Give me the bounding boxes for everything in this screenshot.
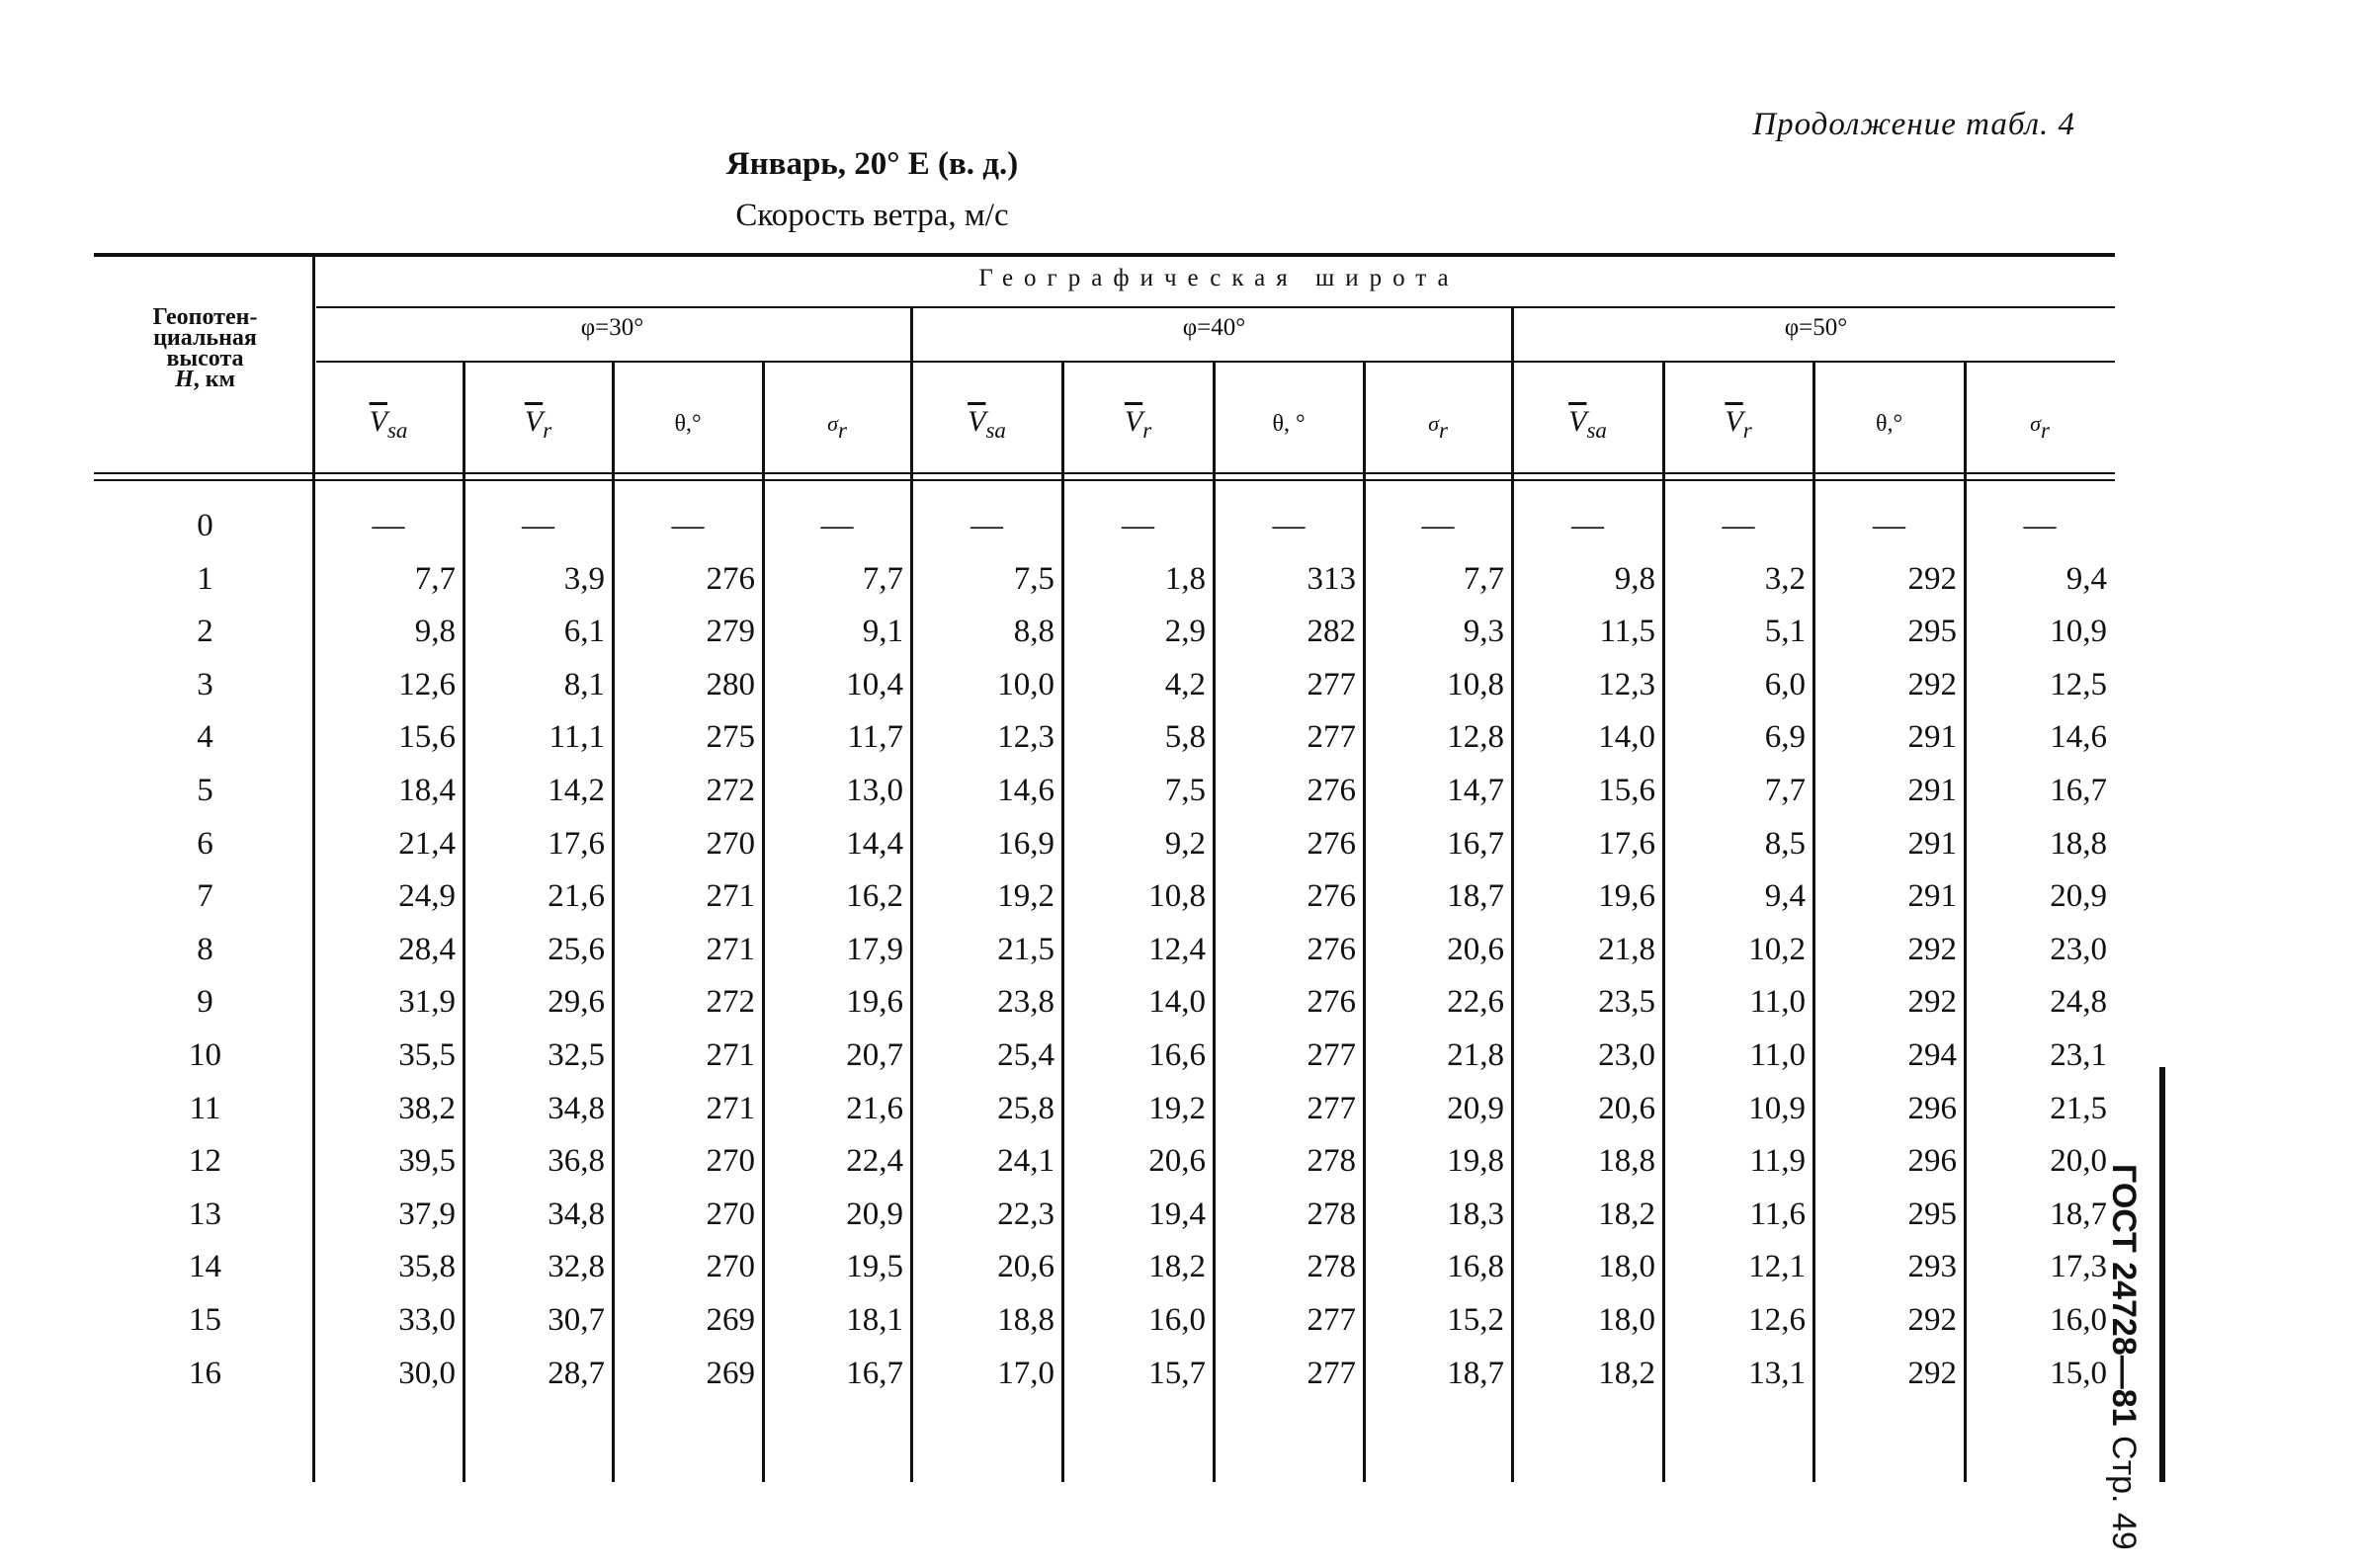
table-cell: 20,9 bbox=[846, 1196, 903, 1232]
table-cell: 278 bbox=[1306, 1249, 1356, 1285]
table-cell: 8,1 bbox=[563, 666, 605, 702]
table-cell: 14,4 bbox=[846, 825, 903, 862]
column-header bbox=[911, 405, 1062, 444]
table-cell: 35,8 bbox=[398, 1249, 456, 1285]
table-cell: 19,2 bbox=[997, 878, 1054, 915]
table-cell: 25,4 bbox=[997, 1037, 1054, 1073]
table-cell: 24,1 bbox=[997, 1143, 1054, 1180]
row-header-line2: циальная bbox=[153, 325, 257, 351]
column-header-symbol: θ, ° bbox=[1272, 411, 1306, 437]
column-header-subscript: sa bbox=[386, 418, 408, 443]
table-cell: 18,3 bbox=[1447, 1196, 1504, 1232]
height-label: 16 bbox=[189, 1355, 221, 1391]
table-cell: 11,6 bbox=[1749, 1196, 1806, 1232]
row-header-line1: Геопотен- bbox=[152, 304, 258, 330]
column-header bbox=[1965, 405, 2115, 444]
table-cell: 18,2 bbox=[1598, 1355, 1655, 1391]
table-cell: 270 bbox=[706, 1196, 755, 1232]
table-cell: 21,6 bbox=[548, 878, 605, 915]
table-cell: 20,6 bbox=[1447, 931, 1504, 967]
table-cell: 313 bbox=[1306, 560, 1356, 597]
latitude-group-label: φ=30° bbox=[580, 314, 644, 341]
table-cell: 18,7 bbox=[2050, 1196, 2107, 1232]
table-cell: 21,8 bbox=[1598, 931, 1655, 967]
column-header-subscript: r bbox=[837, 418, 847, 443]
table-cell: 293 bbox=[1907, 1249, 1957, 1285]
table-cell: 7,7 bbox=[1764, 773, 1806, 808]
column-header-symbol: $\overline{V}$ bbox=[1124, 405, 1143, 438]
table-cell: 21,6 bbox=[846, 1090, 903, 1126]
height-label: 9 bbox=[197, 984, 213, 1021]
column-header-subscript: sa bbox=[1586, 418, 1607, 443]
table-cell: 16,7 bbox=[2050, 773, 2107, 808]
table-cell: 11,7 bbox=[847, 719, 903, 756]
table-cell: 11,0 bbox=[1749, 1037, 1806, 1073]
column-header-symbol: $\overline{V}$ bbox=[968, 405, 986, 438]
table-cell: 22,6 bbox=[1447, 984, 1504, 1021]
table-cell: 16,7 bbox=[846, 1355, 903, 1391]
table-cell: 19,8 bbox=[1447, 1143, 1504, 1180]
table-cell: 38,2 bbox=[398, 1090, 456, 1126]
table-cell: — bbox=[820, 508, 854, 543]
table-cell: 276 bbox=[1306, 825, 1356, 862]
column-header-symbol: σ bbox=[1428, 411, 1439, 436]
column-divider bbox=[1812, 363, 1815, 1482]
table-cell: 11,5 bbox=[1599, 614, 1655, 650]
table-cell: 12,4 bbox=[1148, 931, 1206, 967]
table-cell: 5,1 bbox=[1764, 614, 1806, 650]
table-cell: 22,3 bbox=[997, 1196, 1054, 1232]
row-header-line4 bbox=[94, 367, 316, 392]
table-cell: — bbox=[522, 508, 554, 543]
table-cell: 10,9 bbox=[2050, 614, 2107, 650]
table-cell: 18,2 bbox=[1598, 1196, 1655, 1232]
column-header bbox=[763, 405, 911, 444]
height-label: 8 bbox=[197, 931, 213, 967]
table-cell: 12,6 bbox=[1748, 1302, 1806, 1338]
height-label: 5 bbox=[197, 773, 213, 808]
table-cell: 36,8 bbox=[548, 1143, 605, 1180]
table-cell: 4,2 bbox=[1164, 666, 1206, 702]
column-header bbox=[1512, 405, 1663, 444]
table-cell: 14,6 bbox=[2050, 719, 2107, 756]
stamp-bar bbox=[2159, 1067, 2165, 1482]
height-label: 1 bbox=[197, 560, 213, 597]
table-cell: 295 bbox=[1907, 614, 1957, 650]
column-header-symbol: $\overline{V}$ bbox=[369, 405, 387, 438]
table-cell: 277 bbox=[1306, 1090, 1356, 1126]
table-cell: 29,6 bbox=[548, 984, 605, 1021]
table-cell: 14,0 bbox=[1598, 719, 1655, 756]
table-cell: 8,5 bbox=[1764, 825, 1806, 862]
table-cell: — bbox=[1421, 508, 1455, 543]
table-cell: 292 bbox=[1907, 1302, 1957, 1338]
table-cell: — bbox=[970, 508, 1003, 543]
table-cell: 21,5 bbox=[2050, 1090, 2107, 1126]
table-cell: 272 bbox=[706, 984, 755, 1021]
table-cell: 295 bbox=[1907, 1196, 1957, 1232]
table-cell: 5,8 bbox=[1164, 719, 1206, 756]
height-label: 15 bbox=[189, 1302, 221, 1338]
table-cell: 296 bbox=[1907, 1090, 1957, 1126]
table-cell: 7,7 bbox=[1463, 560, 1504, 597]
table-cell: 12,6 bbox=[398, 666, 456, 702]
table-cell: 19,5 bbox=[846, 1249, 903, 1285]
table-cell: 7,5 bbox=[1164, 773, 1206, 808]
table-cell: 10,0 bbox=[997, 666, 1054, 702]
side-stamp bbox=[2097, 1164, 2143, 1550]
column-divider bbox=[1363, 363, 1366, 1482]
table-cell: 3,9 bbox=[563, 560, 605, 597]
table-cell: 16,7 bbox=[1447, 825, 1504, 862]
column-header bbox=[313, 405, 464, 444]
table-cell: 275 bbox=[706, 719, 755, 756]
table-cell: 271 bbox=[706, 931, 755, 967]
table-cell: 277 bbox=[1306, 666, 1356, 702]
table-cell: 270 bbox=[706, 1249, 755, 1285]
table-cell: 12,3 bbox=[997, 719, 1054, 756]
table-cell: 7,7 bbox=[414, 560, 456, 597]
table-title: Январь, 20° Е (в. д.) bbox=[725, 146, 1019, 182]
table-cell: 23,1 bbox=[2050, 1037, 2107, 1073]
height-unit: , км bbox=[193, 367, 235, 392]
table-cell: 17,6 bbox=[548, 825, 605, 862]
table-cell: 16,8 bbox=[1447, 1249, 1504, 1285]
table-cell: 282 bbox=[1306, 614, 1356, 650]
column-header-symbol: $\overline{V}$ bbox=[1725, 405, 1743, 438]
table-cell: 10,8 bbox=[1148, 878, 1206, 915]
height-label: 14 bbox=[189, 1249, 221, 1285]
table-cell: 12,1 bbox=[1748, 1249, 1806, 1285]
table-cell: 18,8 bbox=[1598, 1143, 1655, 1180]
page-number: Стр. 49 bbox=[2105, 1436, 2143, 1550]
table-cell: 11,9 bbox=[1749, 1143, 1806, 1180]
table-cell: 18,2 bbox=[1148, 1249, 1206, 1285]
column-divider bbox=[1061, 363, 1064, 1482]
table-cell: 20,0 bbox=[2050, 1143, 2107, 1180]
table-cell: 9,8 bbox=[414, 614, 456, 650]
table-cell: 23,0 bbox=[2050, 931, 2107, 967]
table-cell: 11,1 bbox=[548, 719, 605, 756]
table-cell: 278 bbox=[1306, 1196, 1356, 1232]
table-cell: 16,0 bbox=[1148, 1302, 1206, 1338]
column-header bbox=[613, 405, 763, 439]
table-cell: 19,6 bbox=[846, 984, 903, 1021]
table-cell: 269 bbox=[706, 1302, 755, 1338]
column-divider bbox=[463, 363, 465, 1482]
column-header-symbol: σ bbox=[2030, 411, 2041, 436]
table-cell: 18,7 bbox=[1447, 1355, 1504, 1391]
table-cell: 16,2 bbox=[846, 878, 903, 915]
table-cell: 17,3 bbox=[2050, 1249, 2107, 1285]
table-cell: 277 bbox=[1306, 1355, 1356, 1391]
table-cell: 24,8 bbox=[2050, 984, 2107, 1021]
table-cell: 291 bbox=[1907, 773, 1957, 808]
table-cell: 33,0 bbox=[398, 1302, 456, 1338]
column-header bbox=[1364, 405, 1512, 444]
table-cell: 18,0 bbox=[1598, 1249, 1655, 1285]
table-cell: 271 bbox=[706, 878, 755, 915]
table-cell: 17,6 bbox=[1598, 825, 1655, 862]
column-header-subscript: sa bbox=[985, 418, 1006, 443]
table-cell: 291 bbox=[1907, 825, 1957, 862]
column-header-symbol: σ bbox=[827, 411, 838, 436]
table-cell: 296 bbox=[1907, 1143, 1957, 1180]
table-cell: 18,8 bbox=[997, 1302, 1054, 1338]
table-cell: 18,7 bbox=[1447, 878, 1504, 915]
table-subtitle: Скорость ветра, м/с bbox=[735, 198, 1009, 233]
table-cell: — bbox=[1873, 508, 1905, 543]
table-cell: 277 bbox=[1306, 1037, 1356, 1073]
height-label: 6 bbox=[197, 825, 213, 862]
table-cell: 10,8 bbox=[1447, 666, 1504, 702]
table-cell: 15,6 bbox=[398, 719, 456, 756]
table-cell: 16,9 bbox=[997, 825, 1054, 862]
table-cell: 15,6 bbox=[1598, 773, 1655, 808]
table-cell: 291 bbox=[1907, 719, 1957, 756]
row-header-line3: высота bbox=[166, 346, 244, 371]
table-cell: 19,6 bbox=[1598, 878, 1655, 915]
table-cell: 291 bbox=[1907, 878, 1957, 915]
table-cell: — bbox=[671, 508, 705, 543]
table-cell: 35,5 bbox=[398, 1037, 456, 1073]
table-cell: 292 bbox=[1907, 1355, 1957, 1391]
table-cell: 276 bbox=[1306, 984, 1356, 1021]
table-cell: 14,6 bbox=[997, 773, 1054, 808]
table-cell: 17,9 bbox=[846, 931, 903, 967]
table-cell: 276 bbox=[706, 560, 755, 597]
table-cell: 18,0 bbox=[1598, 1302, 1655, 1338]
table-cell: 30,0 bbox=[398, 1355, 456, 1391]
table-cell: 10,9 bbox=[1748, 1090, 1806, 1126]
table-cell: 19,4 bbox=[1148, 1196, 1206, 1232]
table-cell: — bbox=[372, 508, 405, 543]
table-cell: 24,9 bbox=[398, 878, 456, 915]
table-cell: 19,2 bbox=[1148, 1090, 1206, 1126]
table-cell: 13,1 bbox=[1748, 1355, 1806, 1391]
table-cell: 292 bbox=[1907, 560, 1957, 597]
table-cell: — bbox=[2023, 508, 2057, 543]
table-cell: 9,4 bbox=[1764, 878, 1806, 915]
table-cell: 269 bbox=[706, 1355, 755, 1391]
table-cell: 7,7 bbox=[862, 560, 903, 597]
table-cell: 30,7 bbox=[548, 1302, 605, 1338]
table-cell: 271 bbox=[706, 1090, 755, 1126]
table-cell: 16,6 bbox=[1148, 1037, 1206, 1073]
table-cell: 37,9 bbox=[398, 1196, 456, 1232]
table-cell: 18,1 bbox=[846, 1302, 903, 1338]
table-cell: — bbox=[1122, 508, 1154, 543]
table-cell: 20,6 bbox=[1598, 1090, 1655, 1126]
table-cell: 18,4 bbox=[398, 773, 456, 808]
table-cell: 28,7 bbox=[548, 1355, 605, 1391]
height-variable: H bbox=[175, 367, 194, 392]
table-cell: 6,9 bbox=[1764, 719, 1806, 756]
table-cell: 34,8 bbox=[548, 1090, 605, 1126]
table-cell: 277 bbox=[1306, 1302, 1356, 1338]
column-header bbox=[1062, 405, 1214, 444]
table-cell: 20,6 bbox=[1148, 1143, 1206, 1180]
table-cell: 18,8 bbox=[2050, 825, 2107, 862]
latitude-group-label: φ=50° bbox=[1784, 314, 1848, 341]
table-cell: — bbox=[1272, 508, 1306, 543]
column-divider bbox=[1964, 363, 1967, 1482]
height-label: 4 bbox=[197, 719, 213, 756]
column-header-subscript: r bbox=[1742, 418, 1752, 443]
table-cell: 15,7 bbox=[1148, 1355, 1206, 1391]
height-label: 10 bbox=[189, 1037, 221, 1073]
table-cell: 292 bbox=[1907, 984, 1957, 1021]
table-cell: 34,8 bbox=[548, 1196, 605, 1232]
table-cell: 21,5 bbox=[997, 931, 1054, 967]
table-cell: — bbox=[1722, 508, 1755, 543]
column-header-symbol: θ,° bbox=[674, 411, 702, 437]
height-label: 3 bbox=[197, 666, 213, 702]
table-cell: 276 bbox=[1306, 931, 1356, 967]
column-header-subscript: r bbox=[1142, 418, 1152, 443]
table-cell: 278 bbox=[1306, 1143, 1356, 1180]
table-cell: 9,3 bbox=[1463, 614, 1504, 650]
height-label: 12 bbox=[189, 1143, 221, 1180]
table-cell: 32,5 bbox=[548, 1037, 605, 1073]
column-header-subscript: r bbox=[543, 418, 552, 443]
table-cell: 9,2 bbox=[1164, 825, 1206, 862]
table-cell: 32,8 bbox=[548, 1249, 605, 1285]
table-cell: 15,2 bbox=[1447, 1302, 1504, 1338]
column-divider bbox=[1213, 363, 1216, 1482]
table-cell: 12,3 bbox=[1598, 666, 1655, 702]
table-cell: 14,2 bbox=[548, 773, 605, 808]
column-header bbox=[1663, 405, 1813, 444]
column-header-symbol: $\overline{V}$ bbox=[524, 405, 544, 438]
table-cell: 15,0 bbox=[2050, 1355, 2107, 1391]
column-divider bbox=[910, 306, 913, 1482]
column-header bbox=[464, 405, 613, 444]
table-cell: 3,2 bbox=[1764, 560, 1806, 597]
top-rule bbox=[94, 253, 2115, 257]
table-cell: 23,8 bbox=[997, 984, 1054, 1021]
column-header bbox=[1813, 405, 1965, 439]
latitude-label: Географическая широта bbox=[978, 265, 1460, 291]
table-cell: 10,4 bbox=[846, 666, 903, 702]
table-cell: 294 bbox=[1907, 1037, 1957, 1073]
table-cell: 292 bbox=[1907, 931, 1957, 967]
column-header-symbol: $\overline{V}$ bbox=[1568, 405, 1587, 438]
table-cell: 6,1 bbox=[563, 614, 605, 650]
table-cell: 271 bbox=[706, 1037, 755, 1073]
table-cell: 292 bbox=[1907, 666, 1957, 702]
table-cell: — bbox=[1571, 508, 1604, 543]
table-cell: 14,0 bbox=[1148, 984, 1206, 1021]
table-cell: 22,4 bbox=[846, 1143, 903, 1180]
column-divider bbox=[762, 363, 765, 1482]
table-cell: 25,8 bbox=[997, 1090, 1054, 1126]
table-cell: 23,5 bbox=[1598, 984, 1655, 1021]
table-cell: 279 bbox=[706, 614, 755, 650]
table-cell: 20,7 bbox=[846, 1037, 903, 1073]
table-cell: 276 bbox=[1306, 878, 1356, 915]
latitude-group-label: φ=40° bbox=[1182, 314, 1246, 341]
group-rule bbox=[316, 361, 2115, 363]
table-cell: 270 bbox=[706, 825, 755, 862]
table-cell: 272 bbox=[706, 773, 755, 808]
table-cell: 20,9 bbox=[2050, 878, 2107, 915]
table-cell: 16,0 bbox=[2050, 1302, 2107, 1338]
table-cell: 11,0 bbox=[1749, 984, 1806, 1021]
table-cell: 17,0 bbox=[997, 1355, 1054, 1391]
table-cell: 2,9 bbox=[1164, 614, 1206, 650]
table-cell: 20,6 bbox=[997, 1249, 1054, 1285]
row-header bbox=[94, 304, 316, 392]
table-cell: 8,8 bbox=[1013, 614, 1054, 650]
height-label: 7 bbox=[197, 878, 213, 915]
table-cell: 10,2 bbox=[1748, 931, 1806, 967]
table-cell: 14,7 bbox=[1447, 773, 1504, 808]
height-label: 13 bbox=[189, 1196, 221, 1232]
table-cell: 28,4 bbox=[398, 931, 456, 967]
table-cell: 280 bbox=[706, 666, 755, 702]
table-cell: 31,9 bbox=[398, 984, 456, 1021]
table-cell: 6,0 bbox=[1764, 666, 1806, 702]
table-cell: 12,5 bbox=[2050, 666, 2107, 702]
continuation-note: Продолжение табл. 4 bbox=[1752, 107, 2075, 142]
column-header-subscript: r bbox=[2040, 418, 2050, 443]
table-cell: 21,4 bbox=[398, 825, 456, 862]
column-divider bbox=[1511, 306, 1514, 1482]
table-cell: 9,8 bbox=[1614, 560, 1655, 597]
table-cell: 1,8 bbox=[1164, 560, 1206, 597]
column-header-subscript: r bbox=[1438, 418, 1448, 443]
gost-code: ГОСТ 24728—81 bbox=[2105, 1164, 2143, 1427]
table-cell: 7,5 bbox=[1013, 560, 1054, 597]
column-divider bbox=[1662, 363, 1665, 1482]
table-cell: 20,9 bbox=[1447, 1090, 1504, 1126]
column-divider bbox=[612, 363, 615, 1482]
table-cell: 13,0 bbox=[846, 773, 903, 808]
height-label: 0 bbox=[197, 508, 213, 543]
table-cell: 276 bbox=[1306, 773, 1356, 808]
table-cell: 277 bbox=[1306, 719, 1356, 756]
latitude-rule bbox=[316, 306, 2115, 308]
table-cell: 270 bbox=[706, 1143, 755, 1180]
table-cell: 39,5 bbox=[398, 1143, 456, 1180]
table-cell: 9,1 bbox=[862, 614, 903, 650]
column-header-symbol: θ,° bbox=[1875, 411, 1903, 437]
column-header bbox=[1214, 405, 1364, 439]
height-label: 11 bbox=[189, 1090, 221, 1126]
table-cell: 21,8 bbox=[1447, 1037, 1504, 1073]
table-cell: 9,4 bbox=[2065, 560, 2107, 597]
table-cell: 25,6 bbox=[548, 931, 605, 967]
table-cell: 23,0 bbox=[1598, 1037, 1655, 1073]
table-cell: 12,8 bbox=[1447, 719, 1504, 756]
height-label: 2 bbox=[197, 614, 213, 650]
